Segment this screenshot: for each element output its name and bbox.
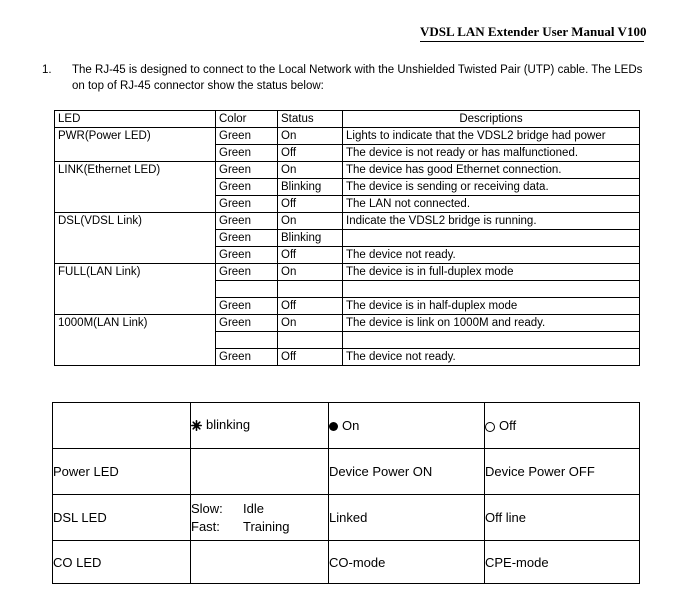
led-name: 1000M(LAN Link) [55,315,216,332]
led-color: Green [216,179,278,196]
co-led-off: CPE-mode [485,541,640,584]
status-legend-table [52,402,640,584]
led-name [55,349,216,366]
led-color [216,332,278,349]
power-led-blink [191,449,329,495]
led-color: Green [216,145,278,162]
legend-empty-cell [53,403,191,449]
led-color: Green [216,349,278,366]
led-description: The device is not ready or has malfunctioned. [343,145,640,162]
power-led-row [53,449,640,495]
dsl-fast-label: Fast: [191,518,220,534]
led-status: On [278,264,343,281]
led-color: Green [216,264,278,281]
led-name [55,281,216,298]
table-row [55,349,640,366]
legend-off-label: Off [499,418,517,433]
dsl-slow-value: Idle [243,500,264,516]
table-row [55,179,640,196]
co-led-blink [191,541,329,584]
led-description: The device has good Ethernet connection. [343,162,640,179]
dsl-led-blink [191,495,329,541]
led-color: Green [216,162,278,179]
header-descriptions: Descriptions [343,111,640,128]
dsl-led-on: Linked [329,495,485,541]
dsl-fast-value: Training [243,518,290,534]
table-row [55,213,640,230]
co-led-row [53,541,640,584]
table-row [55,332,640,349]
led-status: On [278,162,343,179]
led-description: The device is link on 1000M and ready. [343,315,640,332]
led-description: The device not ready. [343,349,640,366]
legend-on-label: On [342,418,360,433]
legend-blinking [191,403,329,449]
led-name [55,145,216,162]
led-description [343,332,640,349]
led-status: Off [278,247,343,264]
led-status: On [278,128,343,145]
led-status: On [278,213,343,230]
dsl-led-row [53,495,640,541]
table-row [55,298,640,315]
power-led-label: Power LED [53,449,191,495]
led-name: LINK(Ethernet LED) [55,162,216,179]
led-name [55,298,216,315]
led-color: Green [216,315,278,332]
led-color: Green [216,247,278,264]
led-description: The LAN not connected. [343,196,640,213]
led-name [55,196,216,213]
led-color: Green [216,128,278,145]
table-row [55,162,640,179]
led-color: Green [216,298,278,315]
dsl-led-off: Off line [485,495,640,541]
led-description: The device is in half-duplex mode [343,298,640,315]
filled-circle-icon [329,422,338,431]
led-color [216,281,278,298]
led-description: Indicate the VDSL2 bridge is running. [343,213,640,230]
legend-on [329,403,485,449]
header-led: LED [55,111,216,128]
led-description: The device not ready. [343,247,640,264]
table-row [55,247,640,264]
header-color: Color [216,111,278,128]
power-led-off: Device Power OFF [485,449,640,495]
table-row [55,196,640,213]
led-name: DSL(VDSL Link) [55,213,216,230]
led-status [278,281,343,298]
led-name [55,332,216,349]
led-status: Off [278,298,343,315]
dsl-led-label: DSL LED [53,495,191,541]
dsl-slow-label: Slow: [191,500,223,516]
led-color: Green [216,196,278,213]
legend-off [485,403,640,449]
led-status: Off [278,349,343,366]
led-status: Blinking [278,230,343,247]
table-row [55,281,640,298]
table-header-row [55,111,640,128]
co-led-on: CO-mode [329,541,485,584]
led-description: The device is in full-duplex mode [343,264,640,281]
table-row [55,264,640,281]
led-description [343,230,640,247]
table-row [55,128,640,145]
co-led-label: CO LED [53,541,191,584]
list-number: 1. [42,64,52,76]
led-name: PWR(Power LED) [55,128,216,145]
led-status: On [278,315,343,332]
open-circle-icon [485,422,495,432]
led-color: Green [216,230,278,247]
intro-text: The RJ-45 is designed to connect to the Local Network with the Unshielded Twisted Pair (UTP) cable. The LEDs on top of RJ-45 connector show the status below: [72,64,643,92]
led-status: Off [278,196,343,213]
led-status [278,332,343,349]
led-name [55,247,216,264]
led-table [54,110,640,366]
legend-row [53,403,640,449]
legend-blinking-label: blinking [206,417,251,433]
led-name [55,179,216,196]
table-row [55,145,640,162]
power-led-on: Device Power ON [329,449,485,495]
led-status: Off [278,145,343,162]
table-row [55,315,640,332]
led-name [55,230,216,247]
led-description: Lights to indicate that the VDSL2 bridge had power [343,128,640,145]
dsl-slow-line [191,500,328,518]
header-status: Status [278,111,343,128]
led-description: The device is sending or receiving data. [343,179,640,196]
starburst-icon [191,419,202,434]
led-name: FULL(LAN Link) [55,264,216,281]
document-header: VDSL LAN Extender User Manual V100 [420,24,644,42]
led-status: Blinking [278,179,343,196]
table-row [55,230,640,247]
dsl-fast-line [191,518,328,536]
led-color: Green [216,213,278,230]
led-description [343,281,640,298]
